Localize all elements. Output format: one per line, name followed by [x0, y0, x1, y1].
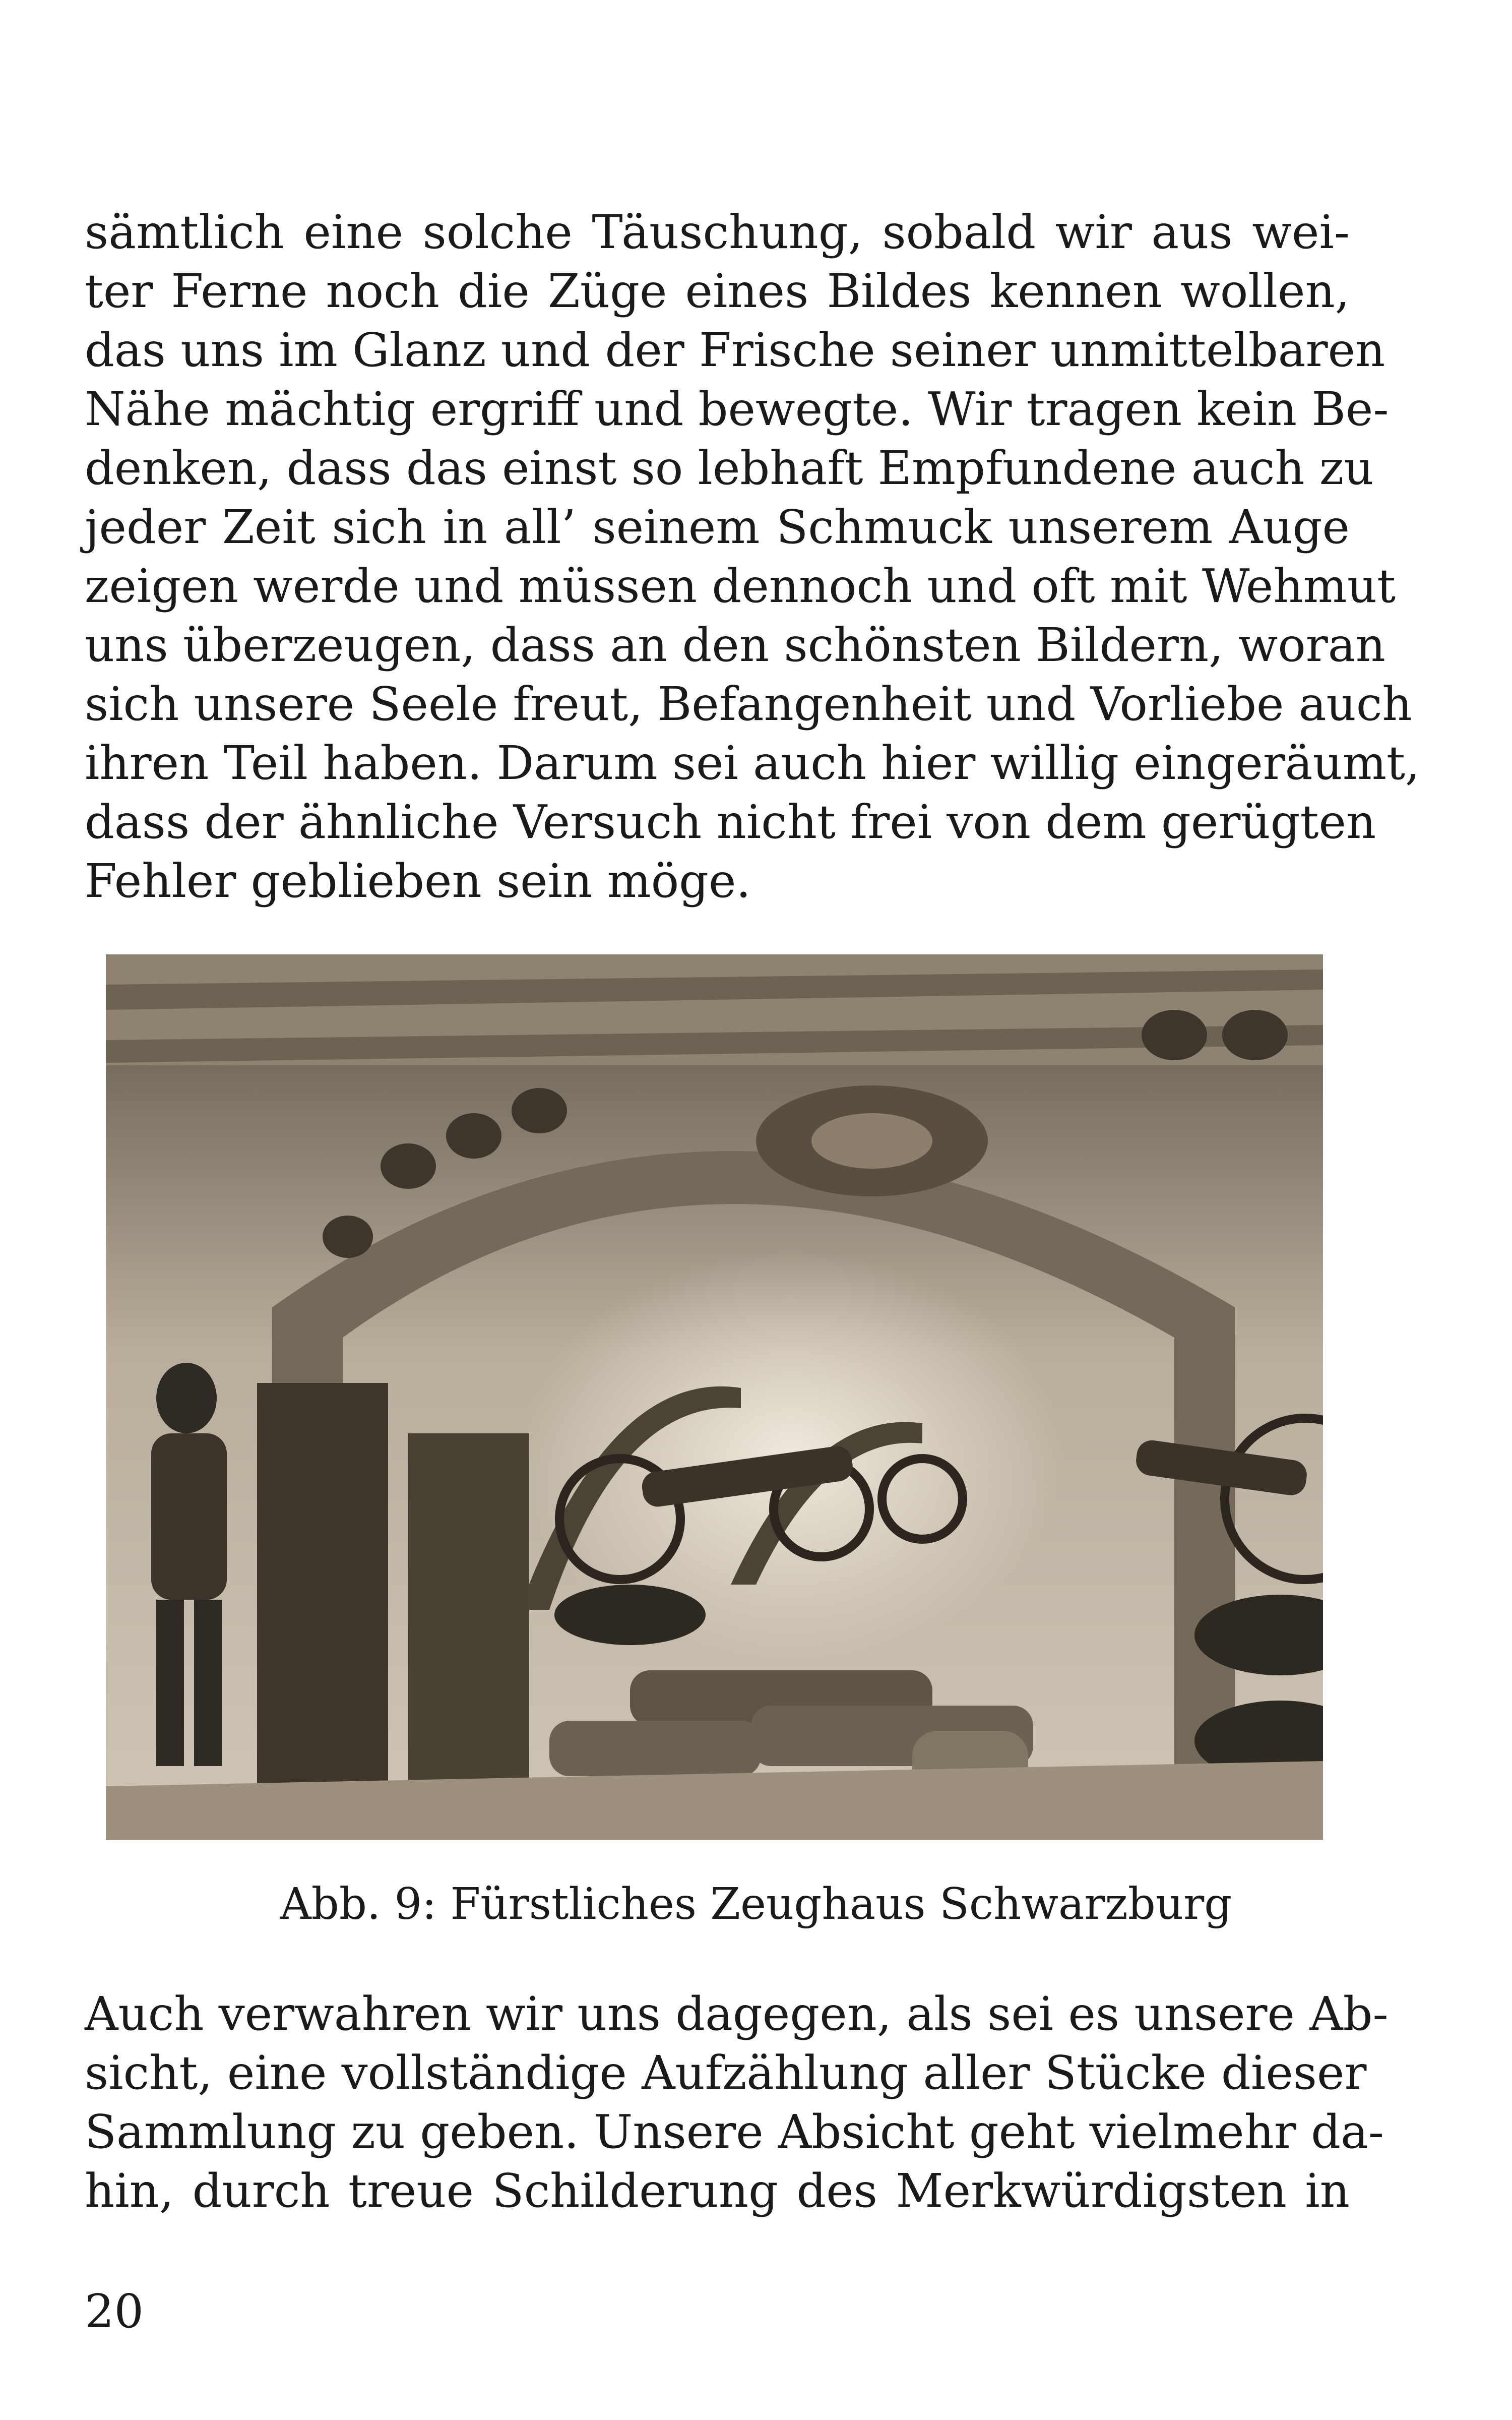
armory-photograph — [106, 954, 1323, 1840]
paragraph-1 — [85, 203, 1420, 911]
text-line: Fehler geblieben sein möge. — [85, 854, 751, 908]
text-line: das uns im Glanz und der Frische seiner unmittelbaren — [85, 323, 1385, 377]
text-line: Auch verwahren wir uns dagegen, als sei es unsere Ab- — [85, 1987, 1389, 2041]
paragraph-2 — [85, 1984, 1389, 2220]
figure-caption: Abb. 9: Fürstliches Zeughaus Schwarzburg — [280, 1879, 1232, 1929]
text-line: ter Ferne noch die Züge eines Bildes kennen wollen, — [85, 264, 1350, 318]
text-line: uns überzeugen, dass an den schönsten Bildern, woran — [85, 618, 1385, 672]
text-line: sicht, eine vollständige Aufzählung aller Stücke dieser — [85, 2046, 1367, 2100]
text-line: hin, durch treue Schilderung des Merkwürdigsten in — [85, 2164, 1350, 2218]
page-number: 20 — [85, 2284, 144, 2338]
text-line: Sammlung zu geben. Unsere Absicht geht vielmehr da- — [85, 2105, 1384, 2159]
text-line: Nähe mächtig ergriff und bewegte. Wir tragen kein Be- — [85, 382, 1389, 436]
text-line: sämtlich eine solche Täuschung, sobald wir aus wei- — [85, 205, 1350, 259]
text-line: jeder Zeit sich in all’ seinem Schmuck unserem Auge — [85, 500, 1350, 554]
text-line: zeigen werde und müssen dennoch und oft mit Wehmut — [85, 559, 1396, 613]
wooden-pillar — [257, 1383, 388, 1840]
armory-photo-illustration — [106, 954, 1323, 1840]
text-line: dass der ähnliche Versuch nicht frei von dem gerügten — [85, 795, 1376, 849]
text-line: denken, dass das einst so lebhaft Empfundene auch zu — [85, 441, 1374, 495]
text-line: ihren Teil haben. Darum sei auch hier willig eingeräumt, — [85, 736, 1420, 790]
text-line: sich unsere Seele freut, Befangenheit und Vorliebe auch — [85, 677, 1412, 731]
